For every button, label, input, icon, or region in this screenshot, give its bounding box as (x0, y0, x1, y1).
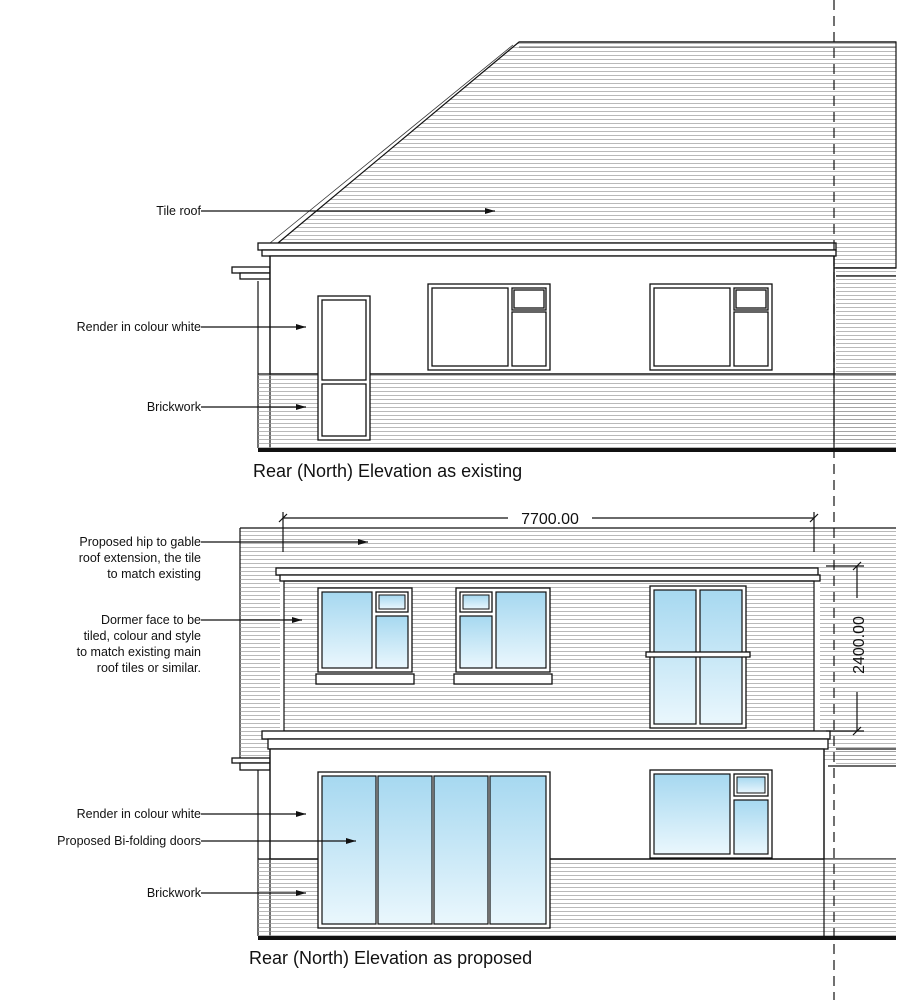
label-tile-roof: Tile roof (156, 204, 201, 218)
proposed-elevation (57, 511, 896, 968)
dormer-juliet-window (646, 586, 750, 728)
label-dormer-line4: roof tiles or similar. (96, 661, 201, 675)
existing-elevation (77, 42, 896, 481)
proposed-window-ground (650, 770, 772, 858)
bifold-doors (318, 772, 550, 928)
label-brickwork-proposed: Brickwork (146, 886, 201, 900)
dimension-width: 7700.00 (521, 511, 579, 528)
dormer-window-2 (454, 588, 552, 684)
label-bifold-doors: Proposed Bi-folding doors (57, 834, 201, 848)
label-hip-line3: to match existing (107, 567, 201, 581)
dormer-window-1 (316, 588, 414, 684)
existing-window-left (428, 284, 550, 370)
existing-window-right (650, 284, 772, 370)
label-dormer-line1: Dormer face to be (100, 613, 201, 627)
existing-roof (278, 42, 896, 268)
label-render-proposed: Render in colour white (76, 807, 201, 821)
dimension-height: 2400.00 (851, 616, 868, 674)
label-brickwork-existing: Brickwork (146, 400, 201, 414)
label-hip-line2: roof extension, the tile (78, 551, 201, 565)
caption-proposed: Rear (North) Elevation as proposed (249, 948, 533, 968)
label-hip-line1: Proposed hip to gable (79, 535, 201, 549)
label-dormer-line3: to match existing main (76, 645, 201, 659)
caption-existing: Rear (North) Elevation as existing (253, 461, 523, 481)
label-render-existing: Render in colour white (76, 320, 201, 334)
label-dormer-line2: tiled, colour and style (83, 629, 201, 643)
